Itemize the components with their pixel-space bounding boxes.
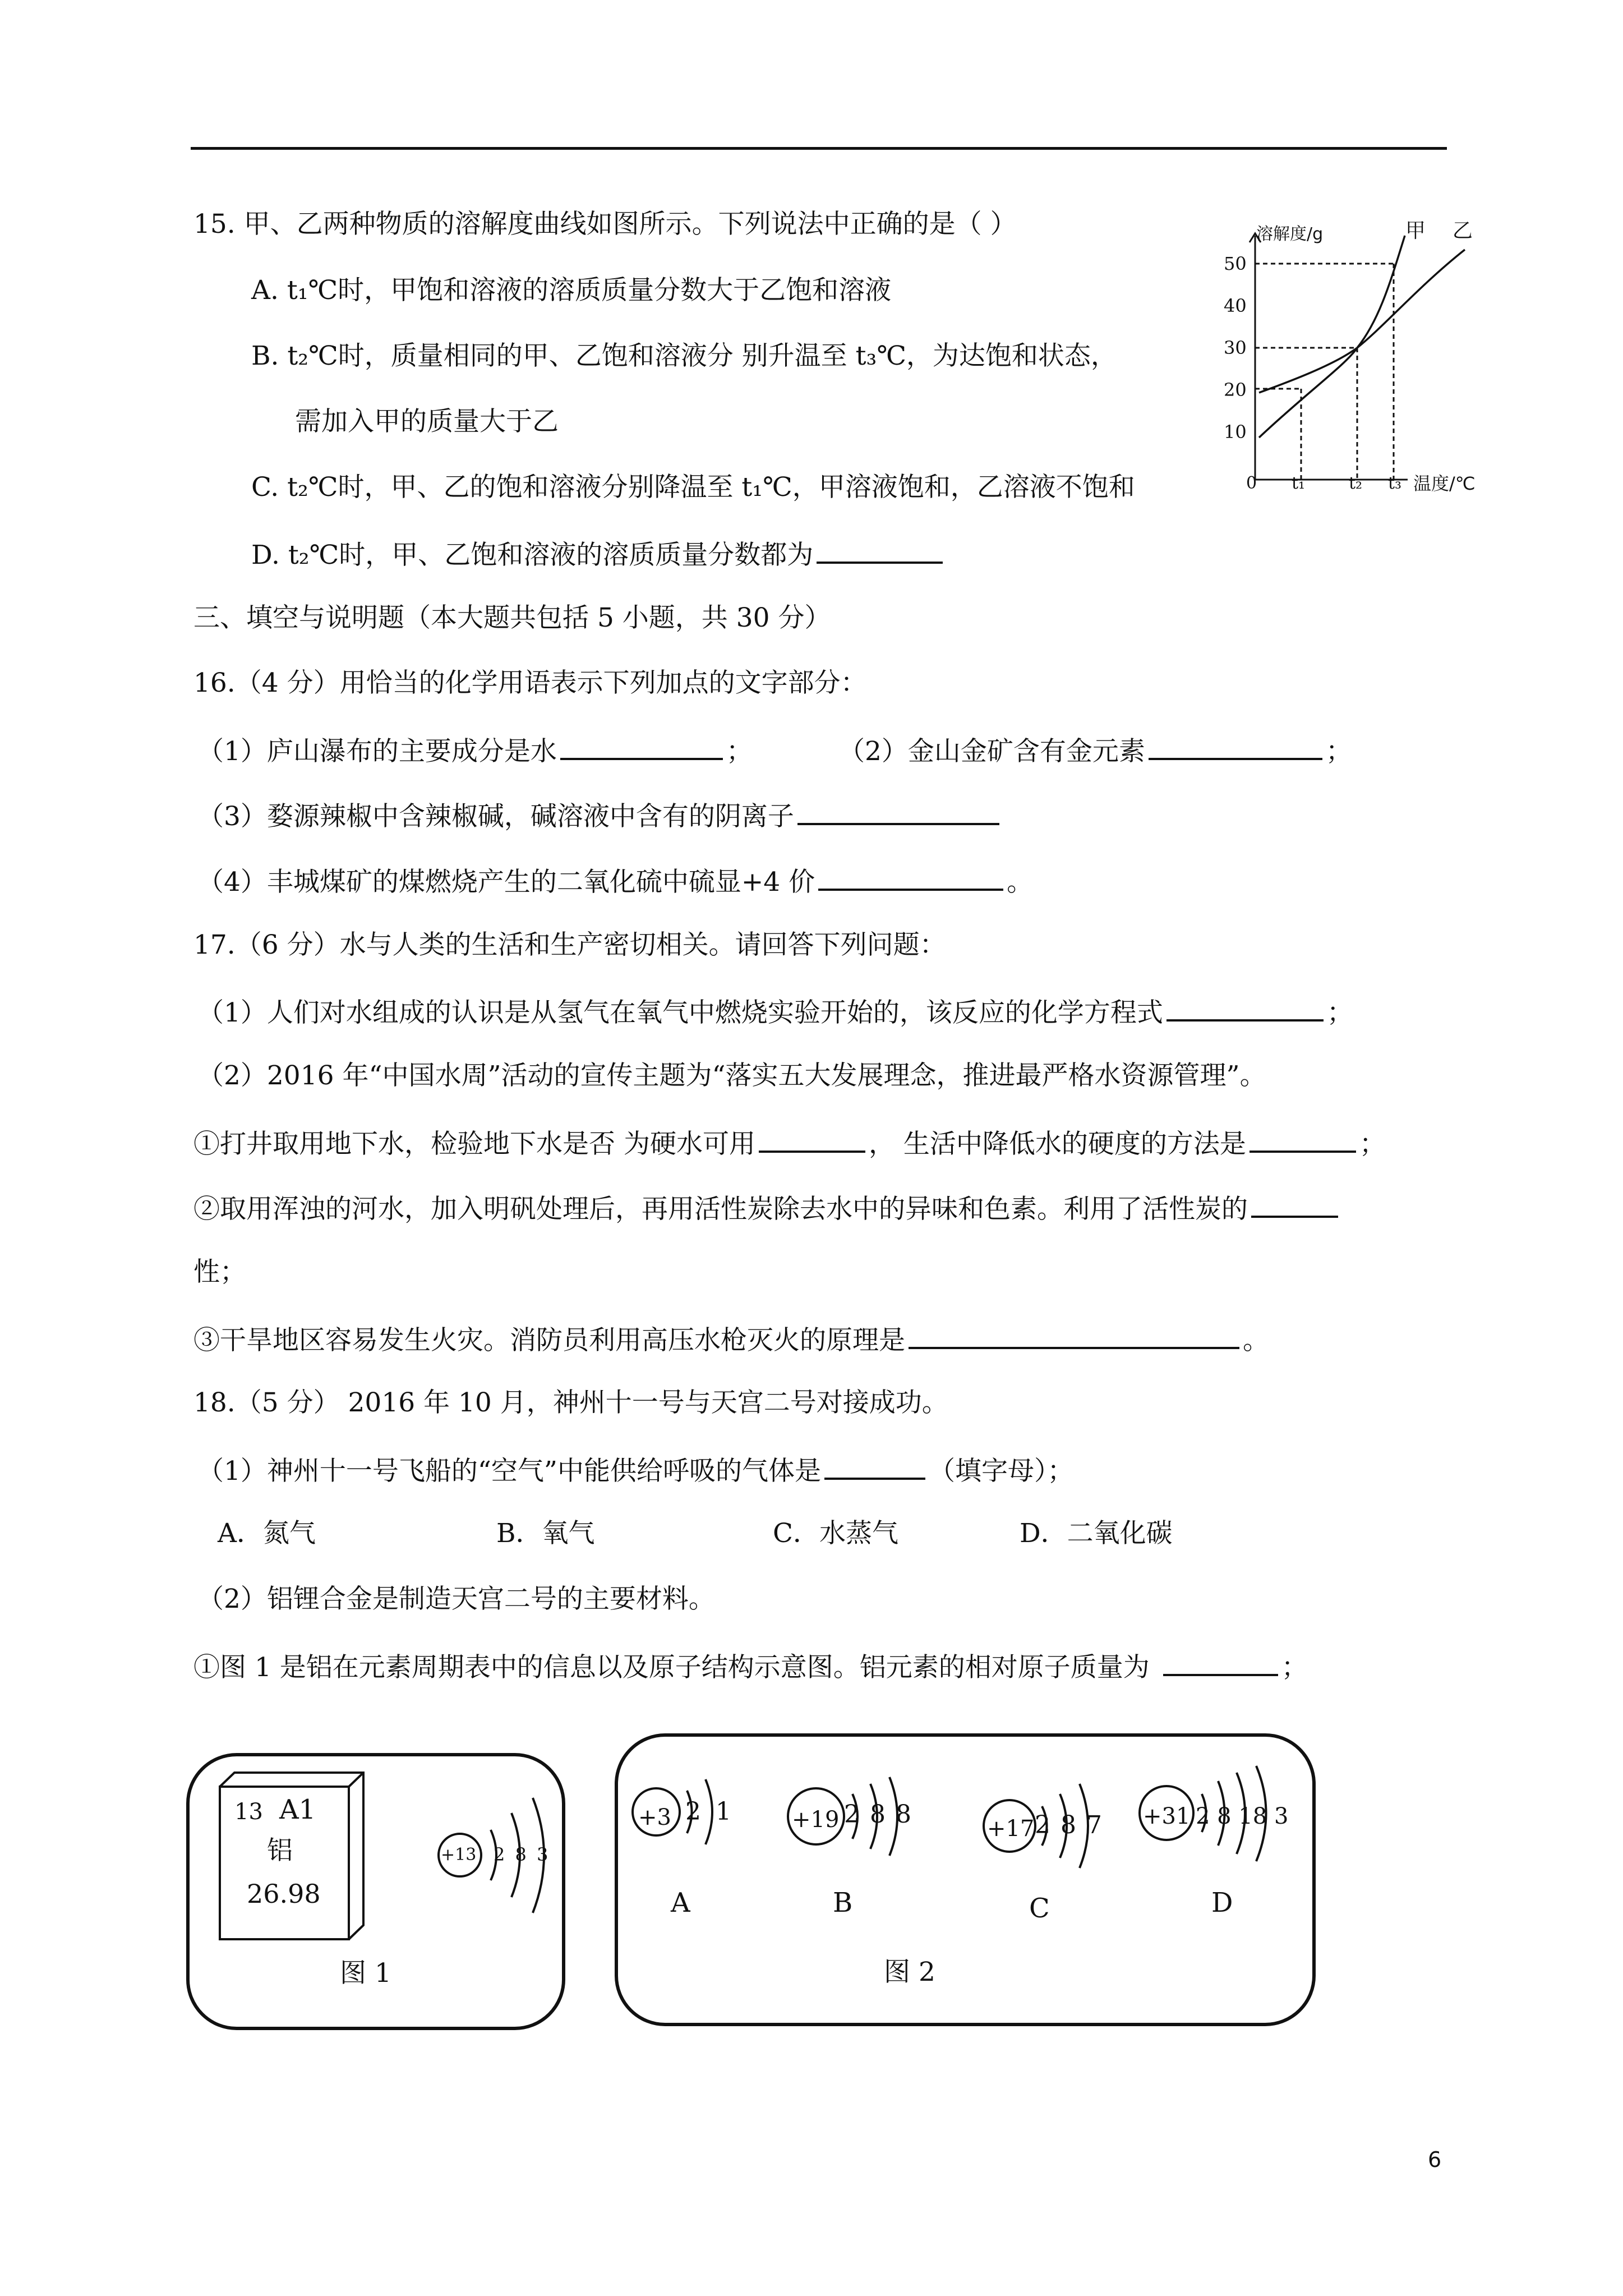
answer-blank[interactable] [759,1125,865,1153]
atom-a-shells: 2 1 [685,1797,735,1826]
graph-ytick: 10 [1224,421,1247,443]
q17-sub1-tail: ， 生活中降低水的硬度的方法是 [868,1129,1246,1159]
atom-shell-electrons: 2 8 3 [494,1844,551,1865]
punctuation: ； [726,736,753,767]
atom-c-shells: 2 8 7 [1035,1811,1103,1839]
q17-sub3: ③干旱地区容易发生火灾。消防员利用高压水枪灭火的原理是 [193,1325,905,1356]
q17-stem: 17.（6 分）水与人类的生活和生产密切相关。请回答下列问题： [193,930,946,960]
figure-2-caption: 图 2 [884,1957,935,1987]
q18-part2: （2）铝锂合金是制造天宫二号的主要材料。 [197,1584,715,1614]
graph-ytick: 40 [1224,295,1247,316]
answer-blank[interactable] [560,732,723,760]
graph-origin: 0 [1246,473,1257,493]
graph-xtick: t₂ [1349,473,1363,493]
q18-option-b: B．氧气 [496,1518,595,1549]
element-number: 13 [234,1799,263,1825]
q16-part1: （1）庐山瀑布的主要成分是水 [197,736,557,767]
element-mass: 26.98 [247,1879,321,1909]
answer-blank[interactable] [1251,1190,1338,1218]
answer-blank[interactable] [797,797,999,825]
q15-option-b-line1: B. t₂℃时，质量相同的甲、乙饱和溶液分 别升温至 t₃℃，为达饱和状态， [251,341,1117,371]
q16-part3: （3）婺源辣椒中含辣椒碱，碱溶液中含有的阴离子 [197,801,794,832]
element-name: 铝 [267,1835,293,1865]
q18-part1-tail: （填字母）； [928,1456,1074,1487]
graph-ytick: 50 [1224,253,1247,274]
q15-option-c: C. t₂℃时，甲、乙的饱和溶液分别降温至 t₁℃，甲溶液饱和，乙溶液不饱和 [251,472,1135,503]
punctuation: 。 [1243,1325,1269,1356]
graph-xtick: t₁ [1292,473,1306,493]
figure-2-frame [615,1733,1316,2026]
q15-stem: 15. 甲、乙两种物质的溶解度曲线如图所示。下列说法中正确的是（ ） [193,209,1017,240]
q17-sub2: ②取用浑浊的河水，加入明矾处理后，再用活性炭除去水中的异味和色素。利用了活性炭的 [193,1194,1248,1225]
header-rule [191,147,1447,150]
q17-part2: （2）2016 年“中国水周”活动的宣传主题为“落实五大发展理念，推进最严格水资源管理”。 [197,1060,1266,1091]
atom-d-shells: 2 8 18 3 [1196,1803,1289,1829]
punctuation: ； [1325,736,1352,767]
q16-part4: （4）丰城煤矿的煤燃烧产生的二氧化硫中硫显+4 价 [197,867,815,898]
graph-x-label: 温度/℃ [1413,473,1476,494]
atom-b-nucleus: +19 [792,1807,840,1833]
figure-1-caption: 图 1 [340,1958,391,1989]
answer-blank[interactable] [824,1452,925,1480]
q15-option-b-line2: 需加入甲的质量大于乙 [295,406,559,437]
atom-b-label: B [833,1887,853,1918]
answer-blank[interactable] [1249,1125,1356,1153]
graph-ytick: 30 [1224,337,1247,358]
answer-blank[interactable] [1163,1648,1278,1676]
element-symbol: A1 [279,1794,316,1825]
graph-y-label: 溶解度/g [1256,224,1324,244]
atom-b-shells: 2 8 8 [844,1800,912,1829]
graph-ytick: 20 [1224,379,1247,401]
q18-stem: 18.（5 分） 2016 年 10 月，神州十一号与天宫二号对接成功。 [193,1387,948,1418]
q18-option-d: D．二氧化碳 [1020,1518,1173,1549]
q15-option-a: A. t₁℃时，甲饱和溶液的溶质质量分数大于乙饱和溶液 [251,275,892,306]
punctuation: ； [1326,997,1353,1028]
answer-blank[interactable] [1149,732,1322,760]
atom-c-label: C [1029,1893,1050,1924]
q18-option-c: C．水蒸气 [773,1518,898,1549]
punctuation: 。 [1007,867,1034,898]
q15-option-d: D. t₂℃时，甲、乙饱和溶液的溶质质量分数都为 [251,540,814,570]
punctuation: ； [1359,1129,1386,1159]
punctuation: ； [1281,1652,1308,1683]
q18-sub1: ①图 1 是铝在元素周期表中的信息以及原子结构示意图。铝元素的相对原子质量为 [193,1652,1150,1683]
atom-nucleus-label: +13 [441,1845,477,1865]
graph-series-jia: 甲 [1405,219,1426,242]
answer-blank[interactable] [818,863,1003,891]
q16-part2: （2）金山金矿含有金元素 [838,736,1145,767]
graph-xtick: t₃ [1388,473,1402,493]
q18-option-a: A．氮气 [218,1518,316,1549]
q17-sub1: ①打井取用地下水，检验地下水是否 为硬水可用 [193,1129,755,1159]
q17-part1: （1）人们对水组成的认识是从氢气在氧气中燃烧实验开始的，该反应的化学方程式 [197,997,1163,1028]
atom-c-nucleus: +17 [987,1816,1035,1842]
answer-blank[interactable] [909,1321,1239,1349]
atom-a-nucleus: +3 [638,1805,671,1830]
answer-blank[interactable] [1166,993,1324,1022]
answer-blank[interactable] [817,536,943,564]
q17-sub2-tail: 性； [193,1257,246,1287]
page-number: 6 [1428,2147,1442,2172]
atom-d-nucleus: +31 [1143,1803,1191,1829]
q16-stem: 16.（4 分）用恰当的化学用语表示下列加点的文字部分： [193,668,867,698]
graph-series-yi: 乙 [1453,219,1473,242]
q18-part1: （1）神州十一号飞船的“空气”中能供给呼吸的气体是 [197,1456,821,1487]
atom-d-label: D [1211,1887,1233,1918]
section-title: 三、填空与说明题（本大题共包括 5 小题，共 30 分） [193,602,831,633]
atom-a-label: A [671,1887,690,1918]
